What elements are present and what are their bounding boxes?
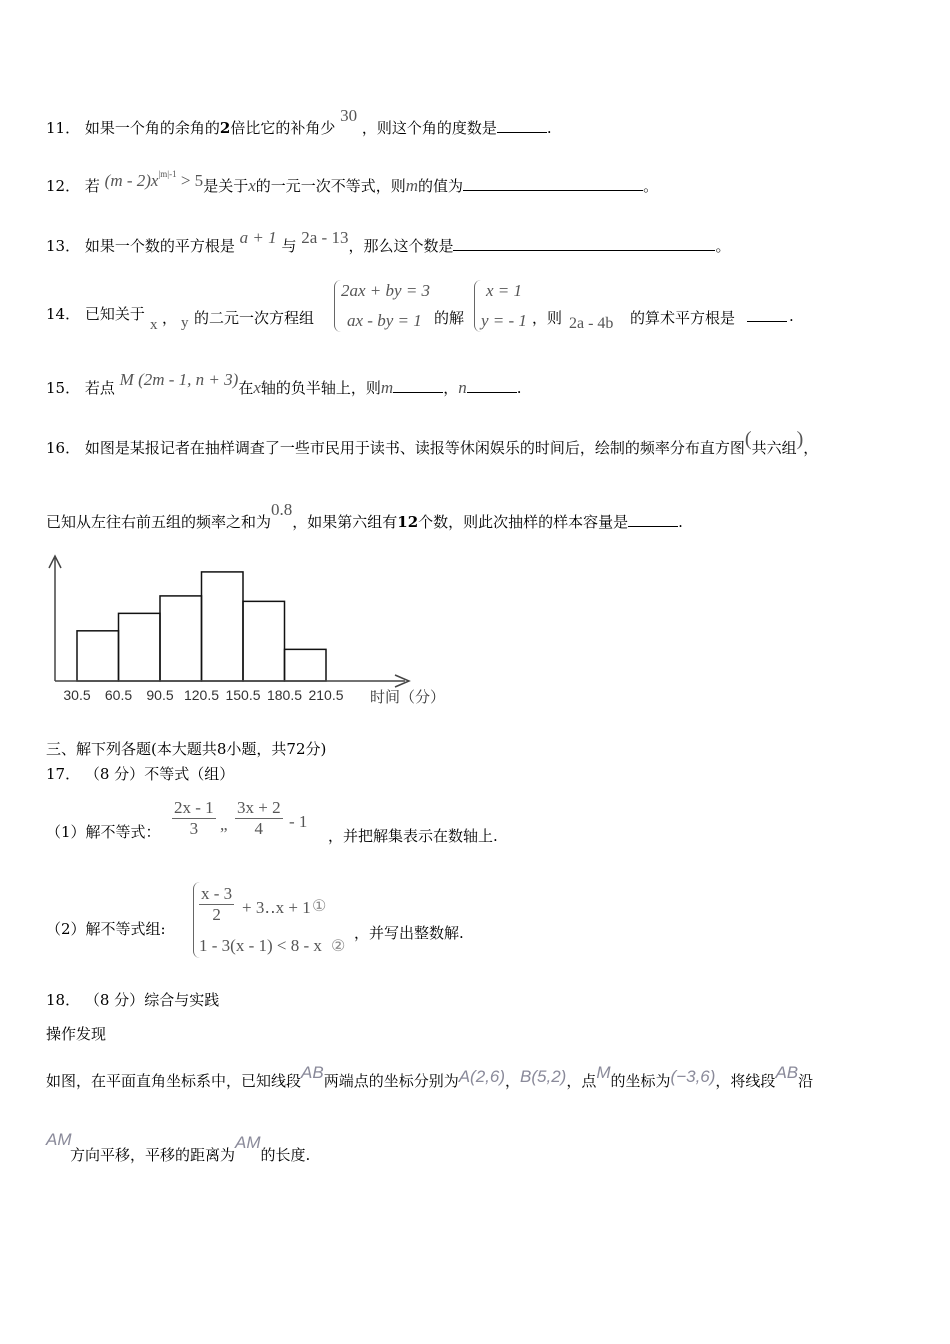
equation-2: ax - by = 1 [347,311,422,330]
histogram-bar-6 [285,649,327,681]
question-16: 16． 如图是某报记者在抽样调查了一些市民用于读书、读报等休闲娱乐的时间后，绘制的频率分布直方图(共六组)， [46,428,819,457]
solution-brace [474,280,481,332]
question-17-part-2: （2）解不等式组: [46,920,166,938]
histogram-bar-4 [202,572,244,681]
x-tick-label: 60.5 [104,687,133,703]
question-11: 11． 如果一个角的余角的2倍比它的补角少 30 ，则这个角的度数是 . [46,106,552,137]
answer-blank[interactable] [747,307,787,322]
question-18-line-2: 方向平移，平移的距离为AM的长度. [70,1133,311,1164]
answer-blank-n[interactable] [467,378,517,393]
solution-2: y = - 1 [481,311,527,330]
math-expression: (m - 2)x [104,171,159,190]
fraction-1: $\frac{2x - 1}{3}$ [174,798,214,838]
fraction-3: $\frac{x - 3}{2}$ [201,884,233,924]
question-13: 13． 如果一个数的平方根是 a + 1 与 2a - 13，那么这个数是 。 [46,228,731,255]
question-number: 13． [46,237,81,255]
question-number: 14． [46,305,81,323]
fraction-2: $\frac{3x + 2}{4}$ [237,798,281,838]
question-16-line-2: 已知从左往右前五组的频率之和为0.8，如果第六组有12个数，则此次抽样的样本容量是 . [46,500,683,531]
question-12: 12． 若 $(m - 2)x^{|m|-1} > 5$是关于x的一元一次不等式，则m的值为 。 [46,169,659,195]
answer-blank[interactable] [628,512,678,527]
question-18-subtitle: 操作发现 [46,1025,107,1043]
question-number: 15． [46,379,81,397]
histogram-bar-2 [119,613,161,681]
question-17: 17． （8 分）不等式（组） [46,765,235,783]
answer-blank-m[interactable] [393,378,443,393]
question-15: 15． 若点 M (2m - 1, n + 3)在x轴的负半轴上，则m ，n . [46,370,522,397]
question-number: 18． [46,991,81,1009]
solution-1: x = 1 [486,281,523,300]
point-M: M (2m - 1, n + 3) [119,370,239,389]
question-18: 18． （8 分）综合与实践 [46,991,220,1009]
histogram-bar-5 [243,601,285,681]
question-number: 12． [46,177,81,195]
histogram-bar-3 [160,596,202,681]
equation-system-brace [334,280,341,332]
x-tick-label: 210.5 [308,687,344,703]
x-tick-label: 90.5 [146,687,174,703]
answer-blank[interactable] [497,118,547,133]
question-17-part-1: （1）解不等式： [46,823,161,841]
question-number: 17． [46,765,81,783]
question-number: 16． [46,439,81,457]
x-tick-label: 30.5 [63,687,91,703]
frequency-histogram [40,550,460,710]
x-axis-label: 时间（分） [370,689,446,706]
question-14: 14． 已知关于 [46,305,145,323]
question-18-line-1: 如图，在平面直角坐标系中，已知线段AB两端点的坐标分别为A(2,6)，B(5,2)，点M的坐标为(−3,6)，将线段AB沿 [46,1063,814,1090]
answer-blank[interactable] [463,176,643,191]
question-number: 11． [46,119,81,137]
x-tick-label: 150.5 [225,687,261,703]
x-tick-label: 120.5 [183,687,220,703]
answer-blank[interactable] [453,236,715,251]
histogram-bar-1 [77,631,119,681]
x-tick-label: 180.5 [266,687,303,703]
equation-1: 2ax + by = 3 [341,281,431,300]
section-3-heading: 三、解下列各题(本大题共8小题，共72分) [46,740,327,758]
math-30: 30 [340,106,358,125]
